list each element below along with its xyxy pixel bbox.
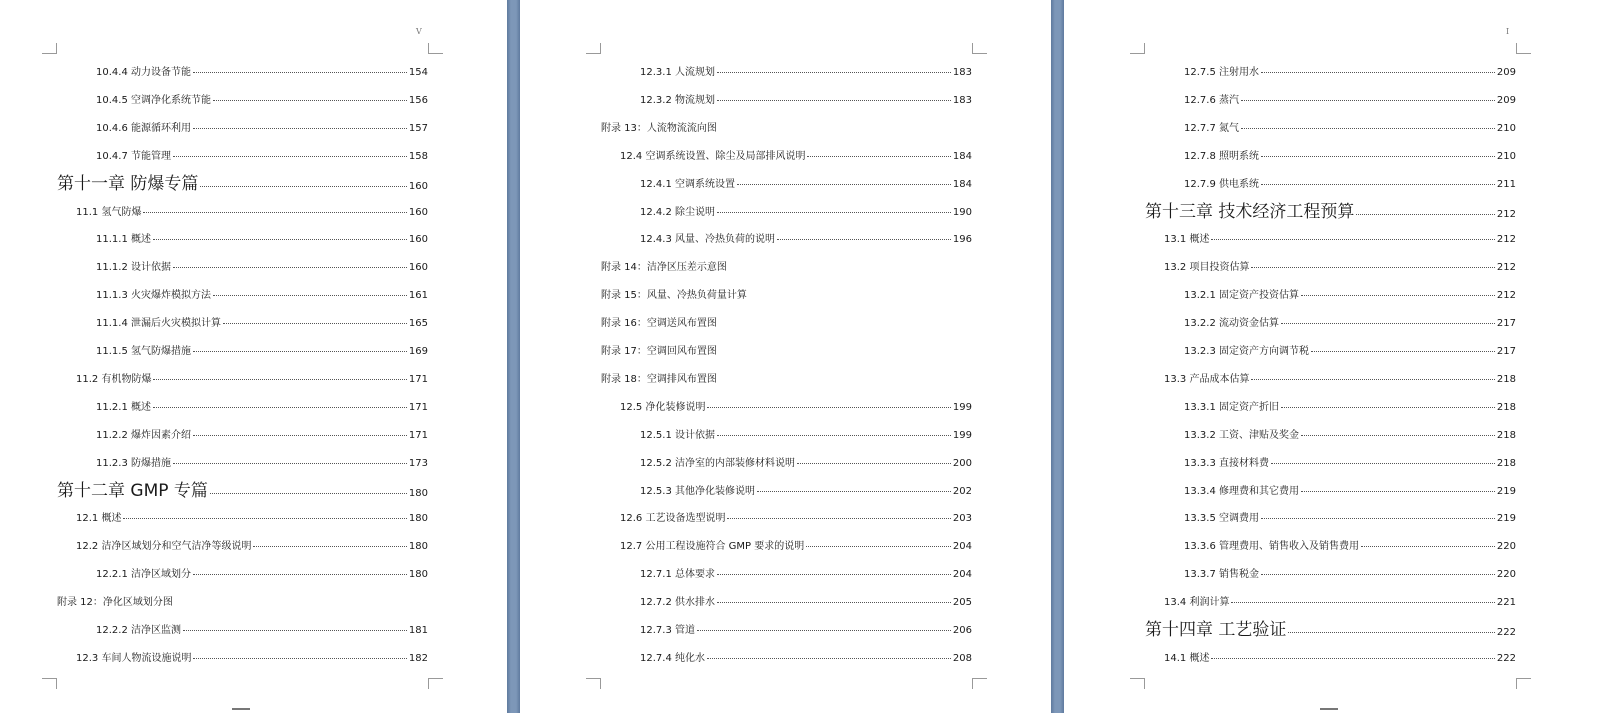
toc-page-number: 211 bbox=[1496, 178, 1516, 190]
toc-entry[interactable] bbox=[640, 454, 972, 469]
toc-entry[interactable] bbox=[96, 63, 428, 78]
toc-page-number: 183 bbox=[952, 94, 972, 106]
toc-entry-title: 13.2.2 流动资金估算 bbox=[1184, 318, 1279, 330]
toc-appendix-entry[interactable] bbox=[601, 314, 972, 329]
toc-page-number: 210 bbox=[1496, 150, 1516, 162]
toc-entry[interactable] bbox=[640, 175, 972, 190]
toc-entry-title: 附录 15：风量、冷热负荷量计算 bbox=[601, 290, 747, 302]
toc-dot-leader bbox=[143, 212, 406, 213]
toc-entry-title: 附录 14：洁净区压差示意图 bbox=[601, 262, 727, 274]
toc-page-number: 182 bbox=[408, 652, 428, 664]
toc-dot-leader bbox=[1211, 658, 1494, 659]
toc-dot-leader bbox=[757, 491, 951, 492]
toc-dot-leader bbox=[697, 630, 951, 631]
toc-page-number: 209 bbox=[1496, 94, 1516, 106]
toc-page-number: 212 bbox=[1496, 234, 1516, 246]
toc-dot-leader bbox=[1261, 574, 1495, 575]
toc-entry[interactable] bbox=[76, 203, 428, 218]
toc-entry[interactable] bbox=[1184, 91, 1516, 106]
toc-page-number: 154 bbox=[408, 67, 428, 78]
toc-dot-leader bbox=[123, 518, 406, 519]
toc-page-number: 202 bbox=[952, 485, 972, 497]
toc-dot-leader bbox=[717, 100, 951, 101]
toc-dot-leader bbox=[153, 407, 407, 408]
toc-dot-leader bbox=[193, 574, 407, 575]
toc-page-number: 209 bbox=[1496, 67, 1516, 78]
toc-entry-title: 13.3.5 空调费用 bbox=[1184, 513, 1259, 525]
toc-dot-leader bbox=[717, 574, 951, 575]
toc-page-number: 184 bbox=[952, 150, 972, 162]
toc-entry[interactable] bbox=[1184, 482, 1516, 497]
toc-page-number: 171 bbox=[408, 429, 428, 441]
toc-page-number: 190 bbox=[952, 206, 972, 218]
toc-chapter-entry[interactable] bbox=[57, 476, 428, 501]
toc-page-number: 205 bbox=[952, 597, 972, 609]
toc-dot-leader bbox=[1301, 295, 1495, 296]
toc-page-number: 158 bbox=[408, 150, 428, 162]
toc-entry[interactable] bbox=[96, 258, 428, 273]
toc-entry-title: 11.1.4 泄漏后火灾模拟计算 bbox=[96, 318, 221, 330]
toc-entry-title: 12.2 洁净区域划分和空气洁净等级说明 bbox=[76, 541, 252, 553]
toc-entry-title: 12.5.2 洁净室的内部装修材料说明 bbox=[640, 457, 795, 469]
toc-entry[interactable] bbox=[640, 426, 972, 441]
toc-page-number: 212 bbox=[1496, 262, 1516, 274]
toc-entry-title: 10.4.6 能源循环利用 bbox=[96, 122, 191, 134]
toc-page-number: 183 bbox=[952, 67, 972, 78]
toc-entry-title: 13.3.6 管理费用、销售收入及销售费用 bbox=[1184, 541, 1359, 553]
toc-entry-title: 12.7.4 纯化水 bbox=[640, 652, 705, 664]
toc-page-number: 184 bbox=[952, 178, 972, 190]
toc-entry[interactable] bbox=[640, 593, 972, 608]
toc-entry[interactable] bbox=[96, 286, 428, 301]
toc-dot-leader bbox=[1288, 632, 1495, 633]
toc-page-number: 218 bbox=[1496, 401, 1516, 413]
toc-entry[interactable] bbox=[620, 398, 972, 413]
toc-entry-title: 附录 13：人流物流流向图 bbox=[601, 122, 717, 134]
toc-page-number: 203 bbox=[952, 513, 972, 525]
toc-entry-title: 13.2.1 固定资产投资估算 bbox=[1184, 290, 1299, 302]
toc-entry-title: 11.1 氢气防爆 bbox=[76, 206, 142, 218]
toc-entry[interactable] bbox=[640, 91, 972, 106]
margin-corner-mark bbox=[1516, 43, 1531, 54]
toc-entry[interactable] bbox=[1164, 370, 1516, 385]
toc-page-number: 219 bbox=[1496, 485, 1516, 497]
toc-page-number: 206 bbox=[952, 625, 972, 636]
margin-corner-mark bbox=[972, 678, 987, 689]
toc-page-number: 220 bbox=[1496, 569, 1516, 581]
toc-page-number: 173 bbox=[408, 457, 428, 469]
toc-page-number: 199 bbox=[952, 429, 972, 441]
margin-corner-mark bbox=[42, 678, 57, 689]
footer-fragment bbox=[232, 708, 250, 710]
toc-page-number: 210 bbox=[1496, 122, 1516, 134]
toc-page-number: 222 bbox=[1496, 627, 1516, 638]
toc-entry-title: 11.2 有机物防爆 bbox=[76, 373, 152, 385]
toc-page-number: 217 bbox=[1496, 318, 1516, 330]
toc-page-number: 212 bbox=[1496, 208, 1516, 220]
toc-page-number: 220 bbox=[1496, 541, 1516, 553]
toc-page-number: 218 bbox=[1496, 457, 1516, 469]
toc-entry[interactable] bbox=[76, 370, 428, 385]
toc-dot-leader bbox=[707, 407, 950, 408]
toc-page-number: 171 bbox=[408, 373, 428, 385]
toc-dot-leader bbox=[173, 463, 407, 464]
toc-entry-title: 12.4.3 风量、冷热负荷的说明 bbox=[640, 234, 775, 246]
toc-dot-leader bbox=[1241, 128, 1495, 129]
toc-page-number: 160 bbox=[408, 206, 428, 218]
margin-corner-mark bbox=[972, 43, 987, 54]
toc-entry[interactable] bbox=[1164, 649, 1516, 664]
toc-entry-title: 11.1.2 设计依据 bbox=[96, 262, 171, 274]
toc-dot-leader bbox=[807, 156, 950, 157]
toc-entry[interactable] bbox=[640, 565, 972, 580]
toc-entry[interactable] bbox=[1184, 286, 1516, 301]
page-gap bbox=[1051, 0, 1064, 713]
margin-corner-mark bbox=[1516, 678, 1531, 689]
toc-entry-title: 附录 18：空调排风布置图 bbox=[601, 373, 717, 385]
toc-dot-leader bbox=[183, 630, 407, 631]
toc-dot-leader bbox=[173, 267, 407, 268]
toc-dot-leader bbox=[213, 295, 407, 296]
toc-dot-leader bbox=[223, 323, 407, 324]
toc-entry[interactable] bbox=[76, 649, 428, 664]
toc-dot-leader bbox=[1271, 463, 1495, 464]
toc-entry-title: 12.7.5 注射用水 bbox=[1184, 67, 1259, 78]
toc-page-number: 156 bbox=[408, 94, 428, 106]
toc-dot-leader bbox=[737, 184, 951, 185]
toc-entry[interactable] bbox=[640, 649, 972, 664]
toc-page-number: 160 bbox=[408, 180, 428, 192]
toc-entry-title: 11.2.3 防爆措施 bbox=[96, 457, 171, 469]
toc-entry-title: 12.7.2 供水排水 bbox=[640, 597, 715, 609]
toc-entry-title: 13.3.4 修理费和其它费用 bbox=[1184, 485, 1299, 497]
toc-page-number: 181 bbox=[408, 625, 428, 636]
toc-entry[interactable] bbox=[96, 565, 428, 580]
toc-page-number: 169 bbox=[408, 346, 428, 357]
toc-entry[interactable] bbox=[96, 314, 428, 329]
toc-entry-title: 14.1 概述 bbox=[1164, 652, 1210, 664]
toc-entry-title: 12.5 净化装修说明 bbox=[620, 401, 706, 413]
toc-dot-leader bbox=[1251, 379, 1494, 380]
toc-entry-title: 附录 16：空调送风布置图 bbox=[601, 318, 717, 330]
toc-dot-leader bbox=[173, 156, 407, 157]
toc-entry-title: 第十一章 防爆专篇 bbox=[57, 173, 199, 194]
toc-entry[interactable] bbox=[96, 119, 428, 134]
toc-page-number: 199 bbox=[952, 401, 972, 413]
page-label: I bbox=[1506, 27, 1510, 36]
toc-page-number: 180 bbox=[408, 541, 428, 553]
toc-dot-leader bbox=[1261, 184, 1495, 185]
toc-entry[interactable] bbox=[1184, 314, 1516, 329]
toc-dot-leader bbox=[1301, 491, 1495, 492]
toc-entry[interactable] bbox=[640, 230, 972, 245]
toc-entry-title: 第十三章 技术经济工程预算 bbox=[1145, 201, 1355, 222]
toc-entry[interactable] bbox=[96, 91, 428, 106]
toc-page-number: 218 bbox=[1496, 373, 1516, 385]
toc-entry[interactable] bbox=[96, 398, 428, 413]
toc-page-number: 218 bbox=[1496, 429, 1516, 441]
toc-dot-leader bbox=[1281, 323, 1495, 324]
toc-entry-title: 12.7 公用工程设施符合 GMP 要求的说明 bbox=[620, 541, 805, 553]
toc-entry-title: 12.1 概述 bbox=[76, 513, 122, 525]
toc-entry[interactable] bbox=[1164, 593, 1516, 608]
toc-entry[interactable] bbox=[1184, 398, 1516, 413]
toc-entry-title: 附录 12：净化区域划分图 bbox=[57, 597, 173, 609]
toc-entry-title: 12.7.7 氮气 bbox=[1184, 122, 1239, 134]
toc-page-number: 180 bbox=[408, 513, 428, 525]
margin-corner-mark bbox=[42, 43, 57, 54]
toc-entry-title: 10.4.7 节能管理 bbox=[96, 150, 171, 162]
toc-dot-leader bbox=[193, 72, 407, 73]
toc-dot-leader bbox=[1261, 156, 1495, 157]
toc-entry-title: 12.6 工艺设备选型说明 bbox=[620, 513, 726, 525]
toc-entry-title: 12.2.2 洁净区监测 bbox=[96, 625, 181, 636]
toc-appendix-entry[interactable] bbox=[601, 119, 972, 134]
toc-entry[interactable] bbox=[620, 509, 972, 524]
toc-entry-title: 11.1.5 氢气防爆措施 bbox=[96, 346, 191, 357]
toc-entry-title: 12.7.1 总体要求 bbox=[640, 569, 715, 581]
toc-page-number: 222 bbox=[1496, 652, 1516, 664]
toc-entry-title: 12.4 空调系统设置、除尘及局部排风说明 bbox=[620, 150, 806, 162]
toc-appendix-entry[interactable] bbox=[601, 258, 972, 273]
toc-entry[interactable] bbox=[1184, 63, 1516, 78]
toc-entry-title: 10.4.5 空调净化系统节能 bbox=[96, 94, 211, 106]
toc-entry[interactable] bbox=[1164, 230, 1516, 245]
toc-page-number: 217 bbox=[1496, 346, 1516, 357]
toc-page-number: 165 bbox=[408, 318, 428, 330]
toc-entry[interactable] bbox=[1184, 426, 1516, 441]
toc-entry[interactable] bbox=[640, 482, 972, 497]
toc-dot-leader bbox=[1261, 518, 1495, 519]
toc-dot-leader bbox=[1281, 407, 1495, 408]
toc-entry[interactable] bbox=[1184, 147, 1516, 162]
toc-entry-title: 13.1 概述 bbox=[1164, 234, 1210, 246]
toc-dot-leader bbox=[1261, 72, 1495, 73]
toc-page-number: 161 bbox=[408, 290, 428, 302]
toc-dot-leader bbox=[193, 128, 407, 129]
toc-dot-leader bbox=[193, 351, 407, 352]
toc-entry[interactable] bbox=[1184, 454, 1516, 469]
toc-dot-leader bbox=[213, 100, 407, 101]
toc-entry[interactable] bbox=[1184, 119, 1516, 134]
toc-entry[interactable] bbox=[640, 203, 972, 218]
toc-dot-leader bbox=[193, 435, 407, 436]
toc-entry-title: 11.2.1 概述 bbox=[96, 401, 151, 413]
toc-entry-title: 12.7.9 供电系统 bbox=[1184, 178, 1259, 190]
toc-entry[interactable] bbox=[1184, 175, 1516, 190]
toc-appendix-entry[interactable] bbox=[601, 286, 972, 301]
toc-dot-leader bbox=[1211, 239, 1494, 240]
toc-entry-title: 13.2 项目投资估算 bbox=[1164, 262, 1250, 274]
margin-corner-mark bbox=[428, 43, 443, 54]
toc-entry[interactable] bbox=[1184, 537, 1516, 552]
page-label: V bbox=[416, 27, 422, 36]
toc-dot-leader bbox=[727, 518, 950, 519]
toc-page-number: 204 bbox=[952, 569, 972, 581]
toc-entry[interactable] bbox=[96, 454, 428, 469]
toc-page-number: 221 bbox=[1496, 597, 1516, 609]
toc-page-number: 219 bbox=[1496, 513, 1516, 525]
toc-entry-title: 11.1.1 概述 bbox=[96, 234, 151, 246]
toc-entry[interactable] bbox=[96, 426, 428, 441]
toc-entry[interactable] bbox=[1184, 509, 1516, 524]
toc-page-number: 160 bbox=[408, 262, 428, 274]
toc-dot-leader bbox=[797, 463, 951, 464]
toc-entry-title: 13.3.7 销售税金 bbox=[1184, 569, 1259, 581]
toc-dot-leader bbox=[1231, 602, 1494, 603]
toc-dot-leader bbox=[707, 658, 951, 659]
toc-entry-title: 12.3.2 物流规划 bbox=[640, 94, 715, 106]
toc-entry-title: 10.4.4 动力设备节能 bbox=[96, 67, 191, 78]
footer-fragment bbox=[1320, 708, 1338, 710]
toc-entry[interactable] bbox=[1164, 258, 1516, 273]
toc-dot-leader bbox=[193, 658, 406, 659]
toc-entry[interactable] bbox=[1184, 342, 1516, 357]
toc-page-number: 212 bbox=[1496, 290, 1516, 302]
toc-page-number: 196 bbox=[952, 234, 972, 246]
toc-entry-title: 13.3.1 固定资产折旧 bbox=[1184, 401, 1279, 413]
toc-dot-leader bbox=[1241, 100, 1495, 101]
toc-entry[interactable] bbox=[76, 537, 428, 552]
toc-dot-leader bbox=[153, 379, 406, 380]
toc-entry[interactable] bbox=[1184, 565, 1516, 580]
toc-chapter-entry[interactable] bbox=[1145, 197, 1516, 222]
toc-page-number: 208 bbox=[952, 652, 972, 664]
toc-dot-leader bbox=[153, 239, 407, 240]
toc-entry[interactable] bbox=[76, 509, 428, 524]
toc-dot-leader bbox=[717, 435, 951, 436]
toc-dot-leader bbox=[200, 186, 407, 187]
toc-appendix-entry[interactable] bbox=[601, 342, 972, 357]
toc-entry-title: 12.5.3 其他净化装修说明 bbox=[640, 485, 755, 497]
toc-page-number: 160 bbox=[408, 234, 428, 246]
margin-corner-mark bbox=[428, 678, 443, 689]
margin-corner-mark bbox=[586, 678, 601, 689]
toc-dot-leader bbox=[777, 239, 951, 240]
toc-entry-title: 附录 17：空调回风布置图 bbox=[601, 346, 717, 357]
toc-dot-leader bbox=[1301, 435, 1495, 436]
toc-entry[interactable] bbox=[96, 621, 428, 636]
toc-entry[interactable] bbox=[620, 537, 972, 552]
toc-entry-title: 12.4.1 空调系统设置 bbox=[640, 178, 735, 190]
toc-entry[interactable] bbox=[640, 63, 972, 78]
toc-entry-title: 第十二章 GMP 专篇 bbox=[57, 480, 208, 501]
toc-dot-leader bbox=[717, 212, 951, 213]
toc-entry-title: 12.3.1 人流规划 bbox=[640, 67, 715, 78]
toc-dot-leader bbox=[1356, 214, 1495, 215]
toc-entry-title: 12.2.1 洁净区域划分 bbox=[96, 569, 191, 581]
toc-page-number: 204 bbox=[952, 541, 972, 553]
toc-entry-title: 13.2.3 固定资产方向调节税 bbox=[1184, 346, 1309, 357]
toc-entry-title: 13.3.3 直接材料费 bbox=[1184, 457, 1269, 469]
toc-entry-title: 12.7.3 管道 bbox=[640, 625, 695, 636]
margin-corner-mark bbox=[1130, 43, 1145, 54]
toc-entry-title: 第十四章 工艺验证 bbox=[1145, 620, 1287, 640]
margin-corner-mark bbox=[1130, 678, 1145, 689]
toc-entry-title: 11.2.2 爆炸因素介绍 bbox=[96, 429, 191, 441]
toc-chapter-entry[interactable] bbox=[1145, 615, 1516, 640]
toc-appendix-entry[interactable] bbox=[57, 593, 428, 608]
toc-page-number: 180 bbox=[408, 569, 428, 581]
toc-entry-title: 13.3 产品成本估算 bbox=[1164, 373, 1250, 385]
toc-dot-leader bbox=[1311, 351, 1495, 352]
toc-entry-title: 13.3.2 工资、津贴及奖金 bbox=[1184, 429, 1299, 441]
toc-dot-leader bbox=[253, 546, 406, 547]
toc-entry[interactable] bbox=[620, 147, 972, 162]
margin-corner-mark bbox=[586, 43, 601, 54]
toc-entry-title: 13.4 利润计算 bbox=[1164, 597, 1230, 609]
toc-entry-title: 12.7.8 照明系统 bbox=[1184, 150, 1259, 162]
toc-chapter-entry[interactable] bbox=[57, 169, 428, 194]
toc-dot-leader bbox=[717, 72, 951, 73]
toc-appendix-entry[interactable] bbox=[601, 370, 972, 385]
toc-dot-leader bbox=[806, 546, 951, 547]
toc-entry[interactable] bbox=[640, 621, 972, 636]
toc-entry-title: 12.4.2 除尘说明 bbox=[640, 206, 715, 218]
toc-entry-title: 12.3 车间人物流设施说明 bbox=[76, 652, 192, 664]
toc-page-number: 180 bbox=[408, 487, 428, 499]
toc-page-number: 171 bbox=[408, 401, 428, 413]
toc-entry-title: 12.7.6 蒸汽 bbox=[1184, 94, 1239, 106]
toc-dot-leader bbox=[717, 602, 951, 603]
page-gap bbox=[507, 0, 520, 713]
toc-page-number: 157 bbox=[408, 122, 428, 134]
toc-entry[interactable] bbox=[96, 230, 428, 245]
toc-entry-title: 11.1.3 火灾爆炸模拟方法 bbox=[96, 290, 211, 302]
toc-entry-title: 12.5.1 设计依据 bbox=[640, 429, 715, 441]
toc-page-number: 200 bbox=[952, 457, 972, 469]
toc-dot-leader bbox=[1361, 546, 1495, 547]
toc-dot-leader bbox=[1251, 267, 1494, 268]
toc-entry[interactable] bbox=[96, 342, 428, 357]
toc-entry[interactable] bbox=[96, 147, 428, 162]
toc-dot-leader bbox=[210, 493, 407, 494]
